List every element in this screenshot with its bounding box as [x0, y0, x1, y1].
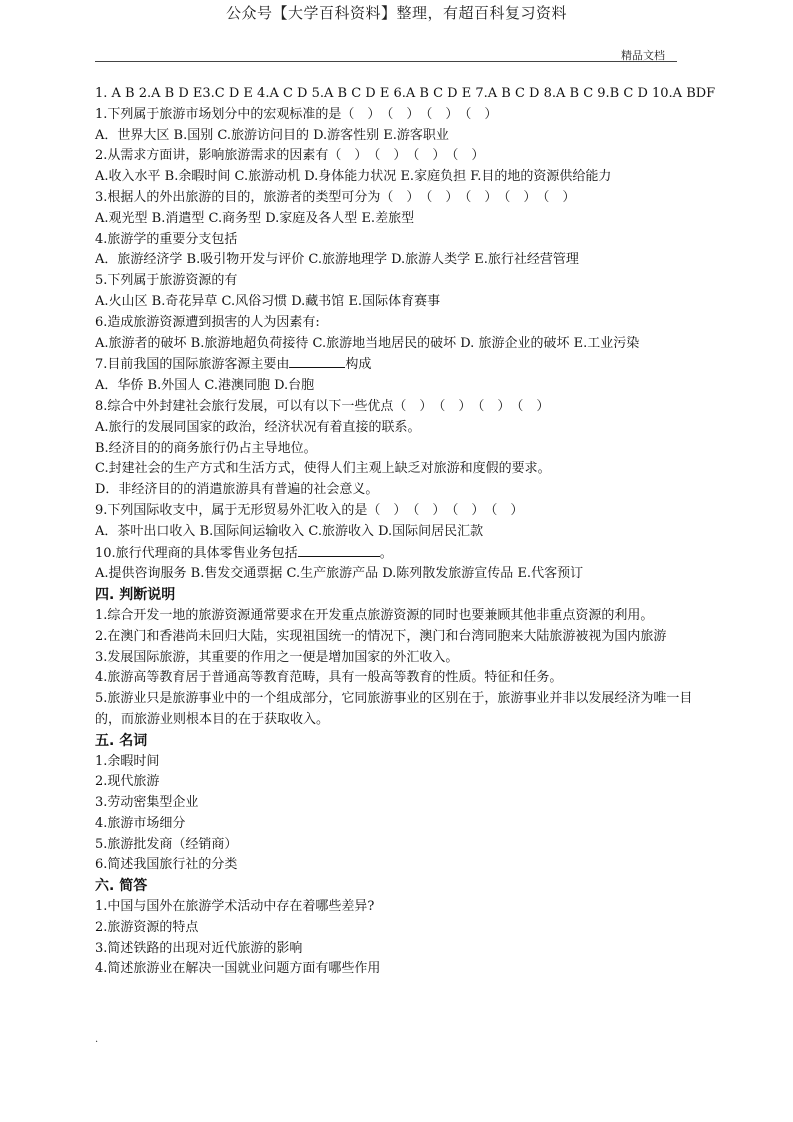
- section-heading: 五. 名词: [95, 732, 148, 749]
- section-heading: 六. 简答: [95, 878, 148, 895]
- question-suffix: 构成: [345, 357, 372, 373]
- option-line: D．非经济目的的消遣旅游具有普遍的社会意义。: [95, 482, 379, 498]
- footer-mark: .: [95, 1034, 99, 1045]
- option-line: A．华侨 B.外国人 C.港澳同胞 D.台胞: [95, 378, 315, 394]
- option-line: A．茶叶出口收入 B.国际间运输收入 C.旅游收入 D.国际间居民汇款: [95, 523, 484, 539]
- question-text: 10.旅行代理商的具体零售业务包括: [95, 545, 298, 561]
- question-line: 4.旅游学的重要分支包括: [95, 231, 238, 247]
- statement-item: 4.旅游高等教育居于普通高等教育范畴，具有一般高等教育的性质。特征和任务。: [95, 670, 563, 686]
- question-suffix: 。: [379, 545, 393, 561]
- short-answer-item: 1.中国与国外在旅游学术活动中存在着哪些差异?: [95, 899, 375, 915]
- statement-item: 2.在澳门和香港尚未回归大陆，实现祖国统一的情况下，澳门和台湾同胞来大陆旅游被视为国内旅游: [95, 628, 667, 644]
- option-line: A．旅游经济学 B.吸引物开发与评价 C.旅游地理学 D.旅游人类学 E.旅行社经营管理: [95, 252, 579, 268]
- short-answer-item: 3.简述铁路的出现对近代旅游的影响: [95, 940, 303, 956]
- option-line: A.收入水平 B.余暇时间 C.旅游动机 D.身体能力状况 E.家庭负担 F.目的地的资源供给能力: [95, 169, 612, 185]
- statement-item: 5.旅游业只是旅游事业中的一个组成部分，它同旅游事业的区别在于，旅游事业并非以发展经济为唯一目的，而旅游业则根本目的在于获取收入。: [95, 691, 693, 727]
- question-line: 1.下列属于旅游市场划分中的宏观标准的是（ ） （ ） （ ） （ ）: [95, 106, 498, 122]
- question-line: [95, 543, 707, 565]
- option-line: B.经济目的的商务旅行仍占主导地位。: [95, 440, 317, 456]
- answer-key: 1. A B 2.A B D E3.C D E 4.A C D 5.A B C D E 6.A B C D E 7.A B C D 8.A B C 9.B C D 10.A BDF: [95, 86, 716, 101]
- question-line: 3.根据人的外出旅游的目的，旅游者的类型可分为（ ） （ ） （ ） （ ） （ ）: [95, 189, 576, 205]
- question-line: 6.造成旅游资源遭到损害的人为因素有:: [95, 314, 320, 330]
- option-line: C.封建社会的生产方式和生活方式，使得人们主观上缺乏对旅游和度假的要求。: [95, 461, 551, 477]
- option-line: A.旅游者的破坏 B.旅游地超负荷接待 C.旅游地当地居民的破坏 D. 旅游企业的破坏 E.工业污染: [95, 335, 640, 351]
- watermark-header: 公众号【大学百科资料】整理，有超百科复习资料: [225, 4, 567, 22]
- question-line: 5.下列属于旅游资源的有: [95, 273, 238, 289]
- term-item: 6.简述我国旅行社的分类: [95, 857, 238, 873]
- section-heading: 四. 判断说明: [95, 587, 176, 604]
- question-text: 7.目前我国的国际旅游客源主要由: [95, 357, 290, 373]
- term-item: 3.劳动密集型企业: [95, 795, 199, 811]
- fill-blank: [298, 543, 380, 557]
- short-answer-item: 4.简述旅游业在解决一国就业问题方面有哪些作用: [95, 961, 381, 977]
- question-line: 8.综合中外封建社会旅行发展，可以有以下一些优点（ ） （ ） （ ） （ ）: [95, 398, 550, 414]
- option-line: A.旅行的发展同国家的政治，经济状况有着直接的联系。: [95, 419, 421, 435]
- term-item: 1.余暇时间: [95, 753, 160, 769]
- term-item: 5.旅游批发商（经销商）: [95, 836, 238, 852]
- question-line: 2.从需求方面讲，影响旅游需求的因素有（ ） （ ） （ ） （ ）: [95, 148, 485, 164]
- statement-item: 1.综合开发一地的旅游资源通常要求在开发重点旅游资源的同时也要兼顾其他非重点资源的利用。: [95, 607, 654, 623]
- option-line: A.观光型 B.消遣型 C.商务型 D.家庭及各人型 E.差旅型: [95, 210, 415, 226]
- term-item: 2.现代旅游: [95, 774, 160, 790]
- term-item: 4.旅游市场细分: [95, 815, 186, 831]
- header-tag: 精品文档: [621, 49, 665, 62]
- question-line: 9.下列国际收支中，属于无形贸易外汇收入的是（ ） （ ） （ ） （ ）: [95, 502, 524, 518]
- document-body: [95, 84, 716, 980]
- short-answer-item: 2.旅游资源的特点: [95, 919, 199, 935]
- option-line: A.火山区 B.奇花异草 C.风俗习惯 D.藏书馆 E.国际体育赛事: [95, 293, 441, 309]
- statement-item: 3.发展国际旅游，其重要的作用之一便是增加国家的外汇收入。: [95, 649, 459, 665]
- option-line: A．世界大区 B.国别 C.旅游访问目的 D.游客性别 E.游客职业: [95, 127, 449, 143]
- fill-blank: [289, 354, 345, 368]
- option-line: A.提供咨询服务 B.售发交通票据 C.生产旅游产品 D.陈列散发旅游宣传品 E.代客预订: [95, 566, 584, 582]
- question-line: [95, 354, 707, 376]
- header-divider: [95, 61, 677, 62]
